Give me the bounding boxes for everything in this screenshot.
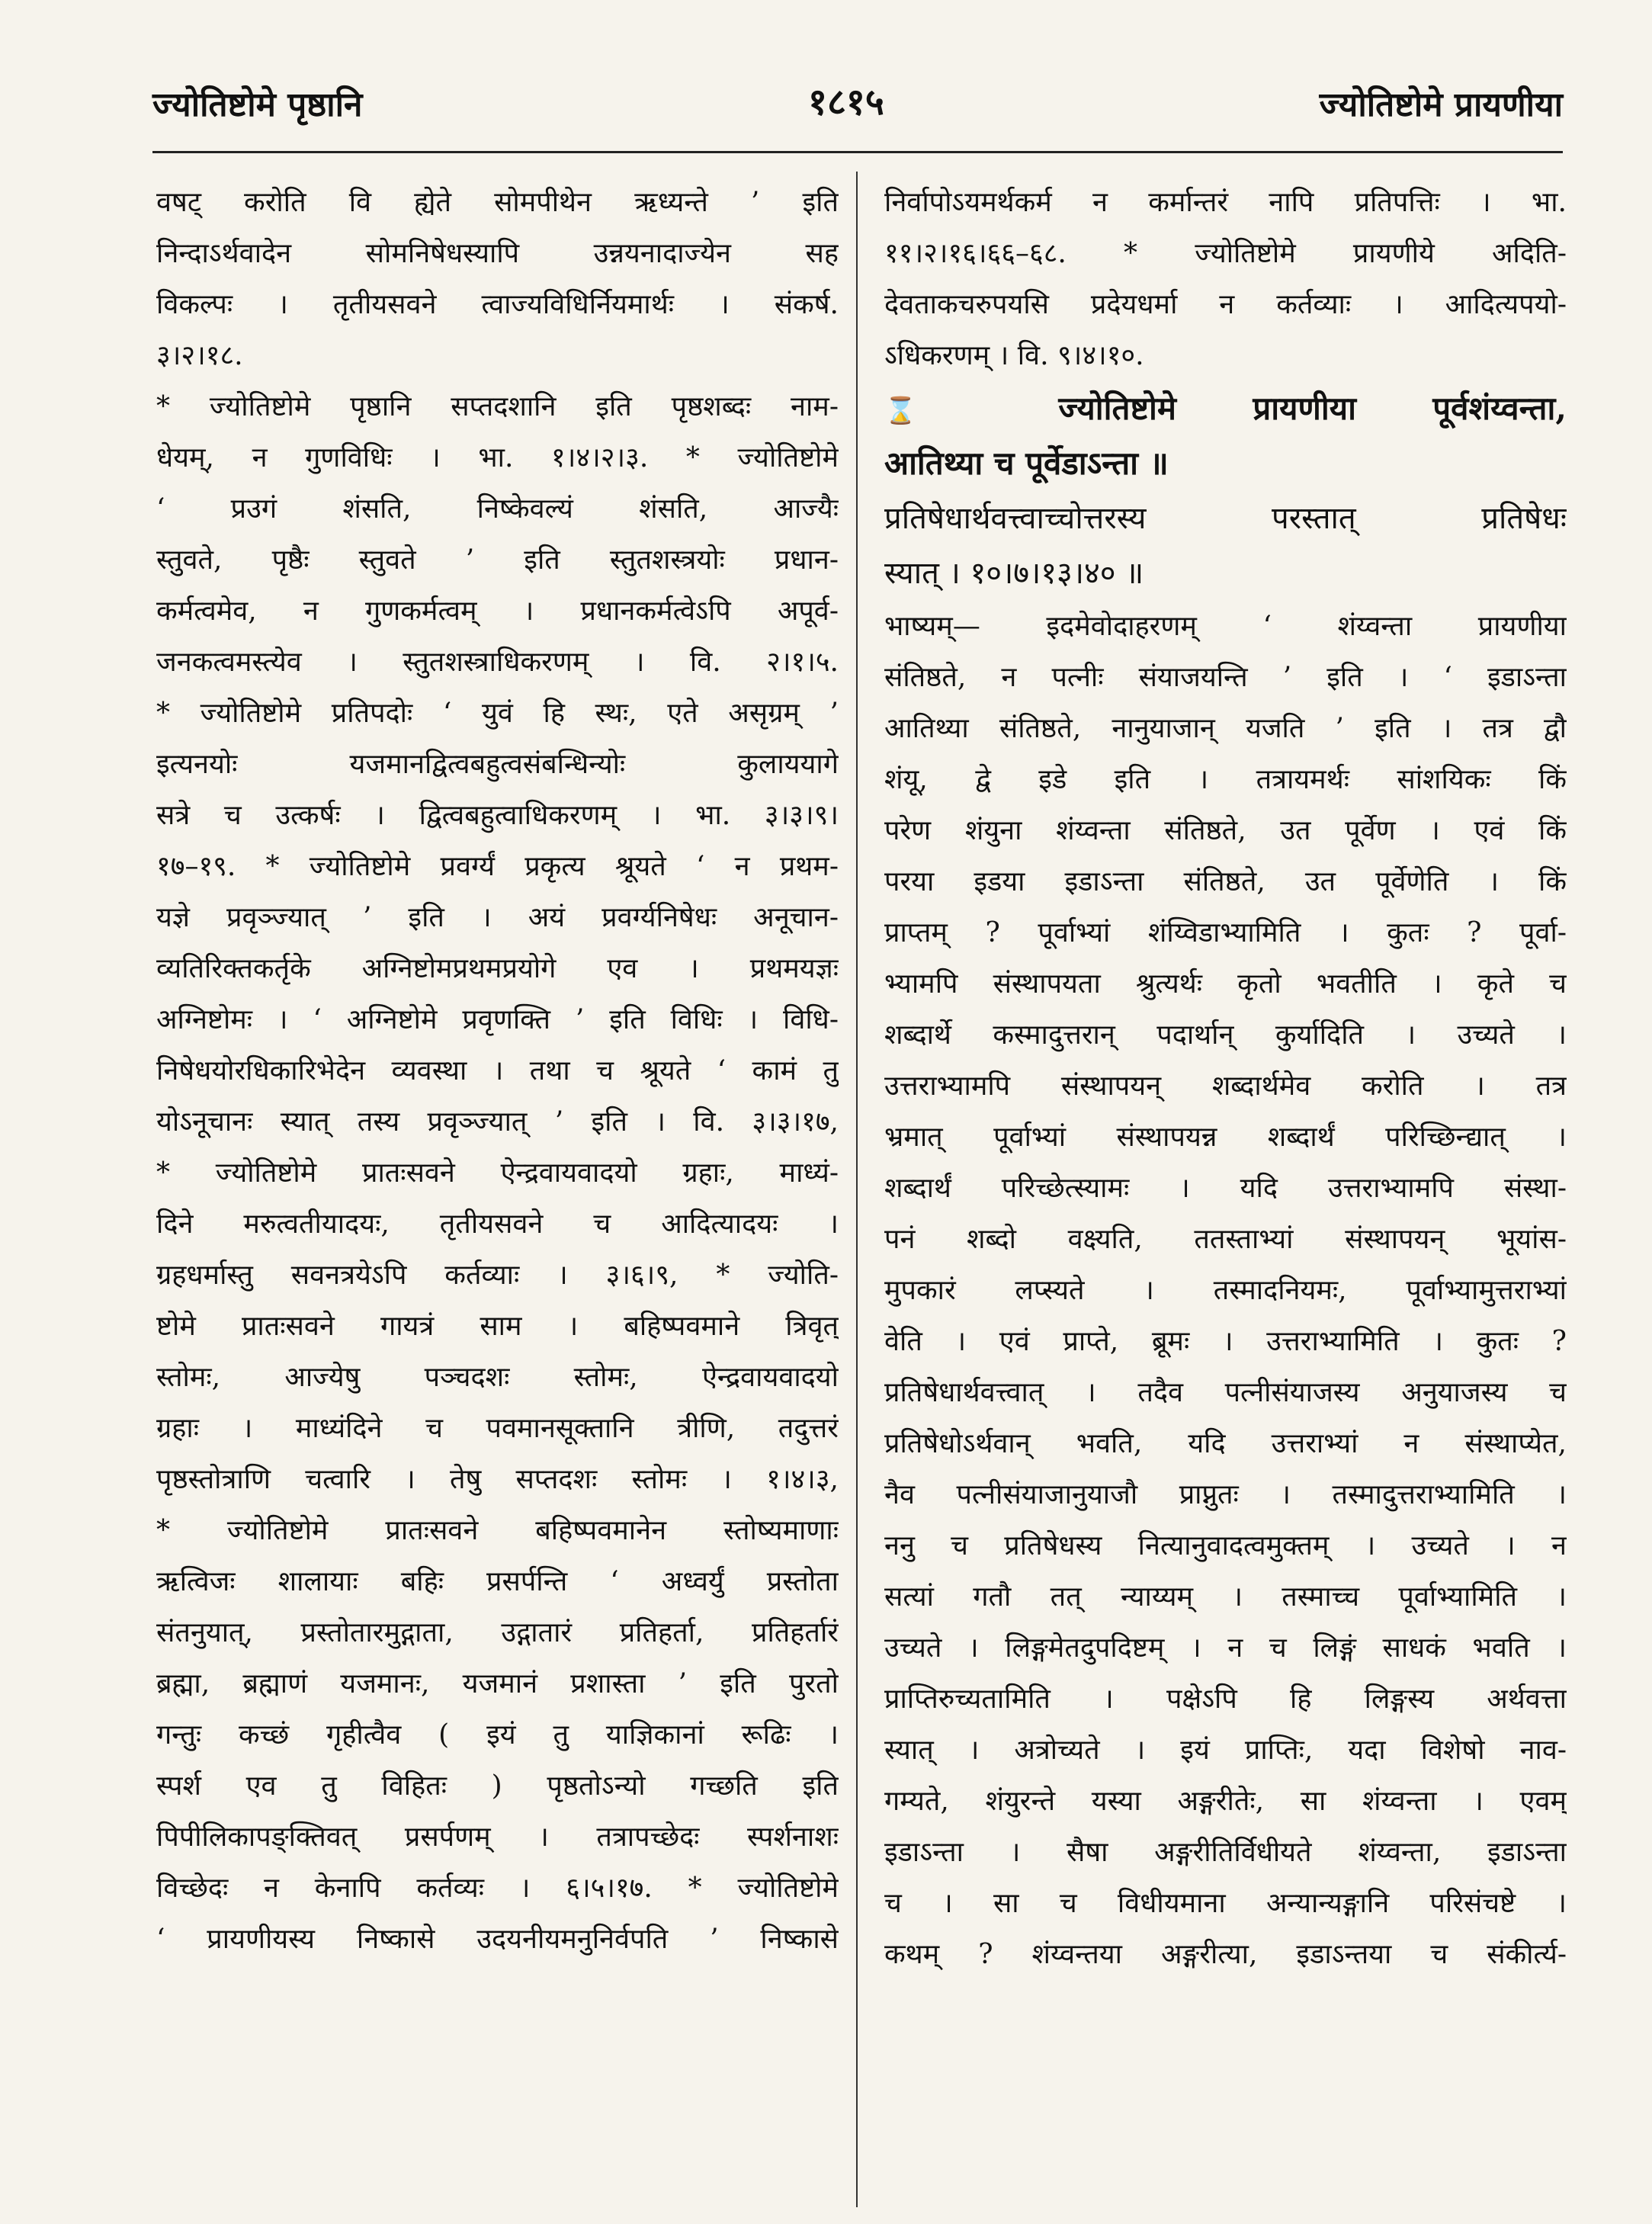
text-line: पनं शब्दो वक्ष्यति, ततस्ताभ्यां संस्थापयन् भूयांस- [884, 1224, 1567, 1255]
text-line: ष्टोमे प्रातःसवने गायत्रं साम । बहिष्पवमाने त्रिवृत् [156, 1311, 839, 1342]
text-line: सत्रे च उत्कर्षः । द्वित्वबहुत्वाधिकरणम् । भा. ३।३।९। [156, 800, 839, 831]
text-line: ननु च प्रतिषेधस्य नित्यानुवादत्वमुक्तम् । उच्यते । न [884, 1530, 1567, 1561]
text-line: प्राप्तिरुच्यतामिति । पक्षेऽपि हि लिङ्गस्य अर्थवत्ता [884, 1683, 1567, 1715]
text-line: विच्छेदः न केनापि कर्तव्यः । ६।५।१७. * ज्योतिष्टोमे [156, 1873, 839, 1904]
text-line: उत्तराभ्यामपि संस्थापयन् शब्दार्थमेव करोति । तत्र [884, 1070, 1567, 1102]
right-column [884, 177, 1567, 2205]
text-line: वेति । एवं प्राप्ते, ब्रूमः । उत्तराभ्यामिति । कुतः ? [884, 1326, 1567, 1357]
text-line: इडाऽन्ता । सैषा अङ्गरीतिर्विधीयते शंय्वन्ता, इडाऽन्ता [884, 1837, 1567, 1868]
text-line: स्तोमः, आज्येषु पञ्चदशः स्तोमः, ऐन्द्रवायवादयो [156, 1362, 839, 1393]
text-line: धेयम्, न गुणविधिः । भा. १।४।२।३. * ज्योतिष्टोमे [156, 442, 839, 473]
text-line: सत्यां गतौ तत् न्याय्यम् । तस्माच्च पूर्वाभ्यामिति । [884, 1581, 1567, 1613]
page-number: १८१५ [808, 81, 884, 124]
text-line: भाष्यम्— इदमेवोदाहरणम् ‘ शंय्वन्ता प्रायणीया [884, 611, 1567, 642]
text-line: पृष्ठस्तोत्राणि चत्वारि । तेषु सप्तदशः स्तोमः । १।४।३, [156, 1464, 839, 1495]
text-line: गन्तुः कच्छं गृहीत्वैव ( इयं तु याज्ञिकानां रूढिः । [156, 1719, 839, 1751]
text-line: वषट् करोति वि ह्येते सोमपीथेन ऋध्यन्ते ’ इति [156, 187, 839, 218]
text-line: यज्ञे प्रवृञ्ज्यात् ’ इति । अयं प्रवर्ग्यनिषेधः अनूचान- [156, 902, 839, 933]
text-line: च । सा च विधीयमाना अन्यान्यङ्गानि परिसंचष्टे । [884, 1888, 1567, 1919]
text-line: भ्यामपि संस्थापयता श्रुत्यर्थः कृतो भवतीति । कृते च [884, 968, 1567, 1000]
heading-text: ज्योतिष्टोमे प्रायणीया पूर्वशंय्वन्ता, [1058, 390, 1567, 427]
text-line: प्रतिषेधोऽर्थवान् भवति, यदि उत्तराभ्यां न संस्थाप्येत, [884, 1428, 1567, 1459]
text-line: कथम् ? शंय्वन्तया अङ्गरीत्या, इडाऽन्तया च संकीर्त्य- [884, 1939, 1567, 1970]
text-line: परेण शंयुना शंय्वन्ता संतिष्ठते, उत पूर्वेण । एवं किं [884, 815, 1567, 846]
hourglass-icon: ⌛ [884, 396, 983, 426]
text-line: स्यात् । अत्रोच्यते । इयं प्राप्तिः, यदा विशेषो नाव- [884, 1735, 1567, 1766]
text-line: ‘ प्रायणीयस्य निष्कासे उदयनीयमनुनिर्वपति ’ निष्कासे [156, 1924, 839, 1955]
text-line: नैव पत्नीसंयाजानुयाजौ प्राप्नुतः । तस्मादुत्तराभ्यामिति । [884, 1479, 1567, 1510]
text-line: आतिथ्या संतिष्ठते, नानुयाजान् यजति ’ इति । तत्र द्वौ [884, 713, 1567, 744]
text-line: * ज्योतिष्टोमे प्रातःसवने ऐन्द्रवायवादयो ग्रहाः, माध्यं- [156, 1157, 839, 1189]
text-line: संतनुयात्, प्रस्तोतारमुद्गाता, उद्गातारं प्रतिहर्ता, प्रतिहर्तारं [156, 1617, 839, 1648]
text-line: योऽनूचानः स्यात् तस्य प्रवृञ्ज्यात् ’ इति । वि. ३।३।१७, [156, 1106, 839, 1138]
text-line: देवताकचरुपयसि प्रदेयधर्मा न कर्तव्याः । आदित्यपयो- [884, 289, 1567, 320]
text-line: उच्यते । लिङ्गमेतदुपदिष्टम् । न च लिङ्गं साधकं भवति । [884, 1632, 1567, 1664]
column-divider [856, 172, 858, 2207]
text-line: इत्यनयोः यजमानद्वित्वबहुत्वसंबन्धिन्योः कुलाययागे [156, 749, 839, 780]
text-line: ग्रहाः । माध्यंदिने च पवमानसूक्तानि त्रीणि, तदुत्तरं [156, 1413, 839, 1444]
text-line: ऋत्विजः शालायाः बहिः प्रसर्पन्ति ‘ अध्वर्युं प्रस्तोता [156, 1566, 839, 1597]
text-line: निषेधयोरधिकारिभेदेन व्यवस्था । तथा च श्रूयते ‘ कामं तु [156, 1055, 839, 1086]
text-line: * ज्योतिष्टोमे प्रातःसवने बहिष्पवमानेन स्तोष्यमाणाः [156, 1515, 839, 1546]
text-line: ब्रह्मा, ब्रह्माणं यजमानः, यजमानं प्रशास्ता ’ इति पुरतो [156, 1668, 839, 1699]
text-line: ‘ प्रउगं शंसति, निष्केवल्यं शंसति, आज्यैः [156, 493, 839, 525]
text-line: शब्दार्थं परिच्छेत्स्यामः । यदि उत्तराभ्यामपि संस्था- [884, 1173, 1567, 1204]
left-column [156, 177, 839, 2205]
text-line: मुपकारं लप्स्यते । तस्मादनियमः, पूर्वाभ्यामुत्तराभ्यां [884, 1275, 1567, 1306]
text-line: पिपीलिकापङ्क्तिवत् प्रसर्पणम् । तत्रापच्छेदः स्पर्शनाशः [156, 1821, 839, 1853]
section-heading [884, 381, 1567, 436]
text-line: गम्यते, शंयुरन्ते यस्या अङ्गरीतेः, सा शंय्वन्ता । एवम् [884, 1786, 1567, 1817]
text-line: विकल्पः । तृतीयसवने त्वाज्यविधिर्नियमार्थः । संकर्ष. [156, 289, 839, 320]
running-head-left: ज्योतिष्टोमे पृष्ठानि [152, 85, 363, 124]
text-line: निर्वापोऽयमर्थकर्म न कर्मान्तरं नापि प्रतिपत्तिः । भा. [884, 187, 1567, 218]
header-rule [152, 151, 1563, 153]
text-line: प्राप्तम् ? पूर्वाभ्यां शंय्विडाभ्यामिति । कुतः ? पूर्वा- [884, 917, 1567, 948]
page-header [152, 72, 1563, 141]
text-line: निन्दाऽर्थवादेन सोमनिषेधस्यापि उन्नयनादाज्येन सह [156, 238, 839, 269]
running-head-right: ज्योतिष्टोमे प्रायणीया [1319, 85, 1563, 124]
text-line: कर्मत्वमेव, न गुणकर्मत्वम् । प्रधानकर्मत्वेऽपि अपूर्व- [156, 595, 839, 627]
text-line: ग्रहधर्मास्तु सवनत्रयेऽपि कर्तव्याः । ३।६।९, * ज्योति- [156, 1260, 839, 1291]
text-line: प्रतिषेधार्थवत्त्वात् । तदैव पत्नीसंयाजस्य अनुयाजस्य च [884, 1377, 1567, 1408]
section-heading-line: आतिथ्या च पूर्वेडाऽन्ता ॥ [884, 444, 1169, 482]
sutra-line: प्रतिषेधार्थवत्त्वाच्चोत्तरस्य परस्तात् प्रतिषेधः [884, 501, 1567, 536]
text-line: स्तुवते, पृष्ठैः स्तुवते ’ इति स्तुतशस्त्रयोः प्रधान- [156, 544, 839, 576]
text-line: * ज्योतिष्टोमे प्रतिपदोः ‘ युवं हि स्थः, एते असृग्रम् ’ [156, 698, 839, 729]
text-line: भ्रमात् पूर्वाभ्यां संस्थापयन्न शब्दार्थं परिच्छिन्द्यात् । [884, 1122, 1567, 1153]
text-line: परया इडया इडाऽन्ता संतिष्ठते, उत पूर्वेणेति । किं [884, 866, 1567, 897]
text-line: जनकत्वमस्त्येव । स्तुतशस्त्राधिकरणम् । वि. २।१।५. [156, 647, 839, 678]
text-line: स्पर्श एव तु विहितः ) पृष्ठतोऽन्यो गच्छति इति [156, 1770, 839, 1802]
text-line: संतिष्ठते, न पत्नीः संयाजयन्ति ’ इति । ‘ इडाऽन्ता [884, 662, 1567, 693]
text-line: दिने मरुत्वतीयादयः, तृतीयसवने च आदित्यादयः । [156, 1208, 839, 1240]
text-line: * ज्योतिष्टोमे पृष्ठानि सप्तदशानि इति पृष्ठशब्दः नाम- [156, 391, 839, 422]
text-line: ऽधिकरणम् । वि. ९।४।१०. [884, 340, 1144, 371]
text-line: अग्निष्टोमः । ‘ अग्निष्टोमे प्रवृणक्ति ’ इति विधिः । विधि- [156, 1004, 839, 1035]
sutra-line: स्यात् । १०।७।१३।४० ॥ [884, 556, 1144, 591]
text-line: ३।२।१८. [156, 340, 243, 371]
text-line: १७–१९. * ज्योतिष्टोमे प्रवर्ग्यं प्रकृत्य श्रूयते ‘ न प्रथम- [156, 851, 839, 882]
text-line: शब्दार्थे कस्मादुत्तरान् पदार्थान् कुर्यादिति । उच्यते । [884, 1019, 1567, 1051]
text-line: ११।२।१६।६६–६८. * ज्योतिष्टोमे प्रायणीये अदिति- [884, 238, 1567, 269]
text-line: व्यतिरिक्तकर्तृके अग्निष्टोमप्रथमप्रयोगे एव । प्रथमयज्ञः [156, 953, 839, 984]
text-line: शंयू, द्वे इडे इति । तत्रायमर्थः सांशयिकः किं [884, 764, 1567, 795]
